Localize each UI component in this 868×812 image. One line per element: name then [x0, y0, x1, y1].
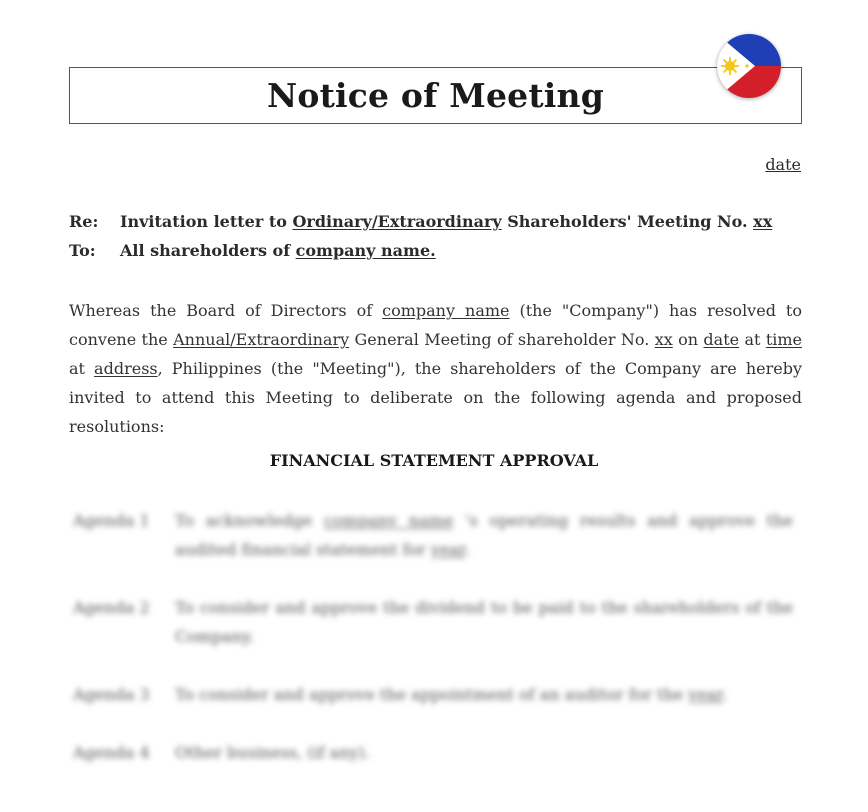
body-text: at — [739, 330, 766, 349]
agenda-text: To acknowledge company name 's operating results and approve the audited financial statement for year. — [175, 511, 793, 559]
re-text-2: Shareholders' Meeting No. — [501, 212, 754, 231]
address-placeholder: address — [94, 359, 158, 378]
agenda-number: Agenda 2 — [73, 598, 150, 617]
agenda-text: To consider and approve the dividend to be paid to the shareholders of the Company. — [175, 598, 793, 646]
agenda-text: Other business, (if any). — [175, 743, 370, 762]
company-placeholder: company name — [382, 301, 510, 320]
re-text: Invitation letter to — [120, 212, 293, 231]
re-label: Re: — [69, 212, 99, 231]
meeting-type-placeholder: Ordinary/Extraordinary — [292, 212, 502, 231]
title-box — [69, 67, 802, 124]
to-line — [69, 241, 436, 260]
agenda-text: To consider and approve the appointment of an auditor for the year. — [175, 685, 728, 704]
page-title: Notice of Meeting — [267, 76, 604, 115]
company-placeholder: company name. — [295, 241, 436, 260]
body-paragraph — [69, 296, 802, 441]
philippines-flag-icon — [717, 34, 781, 98]
to-label: To: — [69, 241, 96, 260]
body-text: at — [69, 359, 95, 378]
body-text: General Meeting of shareholder No. — [349, 330, 655, 349]
body-text: on — [672, 330, 704, 349]
body-text: (the "Company") has resolved to convene the — [69, 301, 802, 349]
date-field: date — [765, 155, 801, 174]
re-line — [69, 212, 772, 231]
time-placeholder: time — [765, 330, 803, 349]
meeting-no-placeholder: xx — [654, 330, 673, 349]
meeting-no-placeholder: xx — [753, 212, 773, 231]
agenda-number: Agenda 1 — [73, 511, 150, 530]
agenda-number: Agenda 3 — [73, 685, 150, 704]
agenda-number: Agenda 4 — [73, 743, 150, 762]
date-placeholder: date — [703, 330, 740, 349]
section-heading: FINANCIAL STATEMENT APPROVAL — [269, 451, 599, 470]
body-text: Whereas the Board of Directors of — [69, 301, 383, 320]
to-text: All shareholders of — [120, 241, 296, 260]
body-text: , Philippines (the "Meeting"), the shareholders of the Company are hereby invited to attend this Meeting to deliberate on the following agenda and proposed resolutions: — [69, 359, 802, 436]
meeting-type-placeholder: Annual/Extraordinary — [173, 330, 350, 349]
